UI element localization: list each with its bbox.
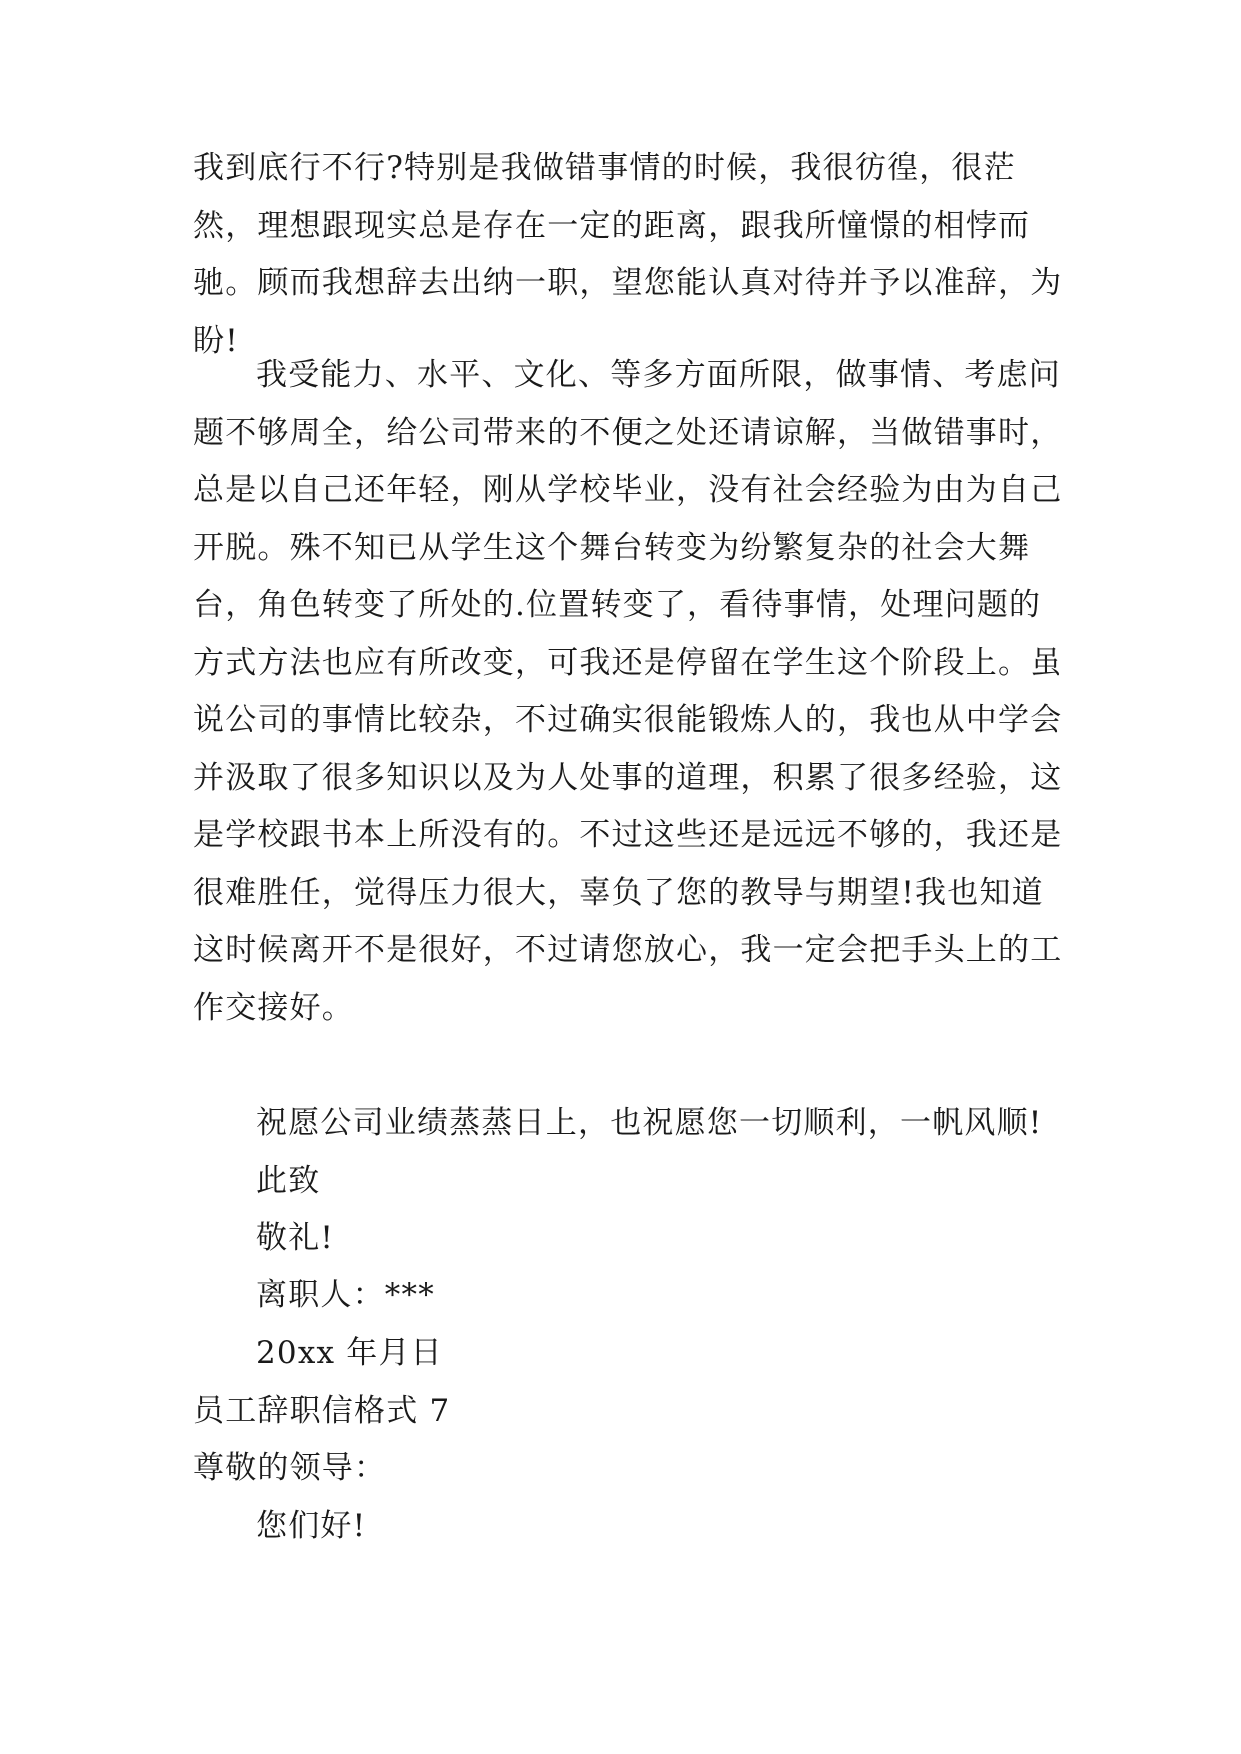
closing-jing-li: 敬礼!: [256, 1220, 335, 1256]
closing-ci-zhi: 此致: [256, 1163, 321, 1199]
paragraph-main: 我受能力、水平、文化、等多方面所限，做事情、考虑问题不够周全，给公司带来的不便之处还请谅解，当做错事时，总是以自己还年轻，刚从学校毕业，没有社会经验为由为自己开脱。殊不知已从学生这个舞台转变为纷繁复杂的社会大舞台，角色转变了所处的.位置转变了，看待事情，处理问题的方式方法也应有所改变，可我还是停留在学生这个阶段上。虽说公司的事情比较杂，不过确实很能锻炼人的，我也从中学会并汲取了很多知识以及为人处事的道理，积累了很多经验，这是学校跟书本上所没有的。不过这些还是远远不够的，我还是很难胜任，觉得压力很大，辜负了您的教导与期望!我也知道这时候离开不是很好，不过请您放心，我一定会把手头上的工作交接好。: [193, 357, 1063, 1026]
date-line: 20xx 年月日: [256, 1335, 443, 1371]
wishes-line: 祝愿公司业绩蒸蒸日上，也祝愿您一切顺利，一帆风顺!: [256, 1105, 1043, 1141]
paragraph-continuation: 我到底行不行?特别是我做错事情的时候，我很彷徨，很茫然，理想跟现实总是存在一定的距离，跟我所憧憬的相悖而驰。顾而我想辞去出纳一职，望您能认真对待并予以准辞，为盼!: [193, 150, 1063, 359]
signer-line: 离职人：***: [256, 1277, 435, 1313]
section-title: 员工辞职信格式 7: [193, 1393, 451, 1429]
greeting-line: 您们好!: [256, 1508, 367, 1544]
salutation-line: 尊敬的领导：: [193, 1450, 387, 1486]
